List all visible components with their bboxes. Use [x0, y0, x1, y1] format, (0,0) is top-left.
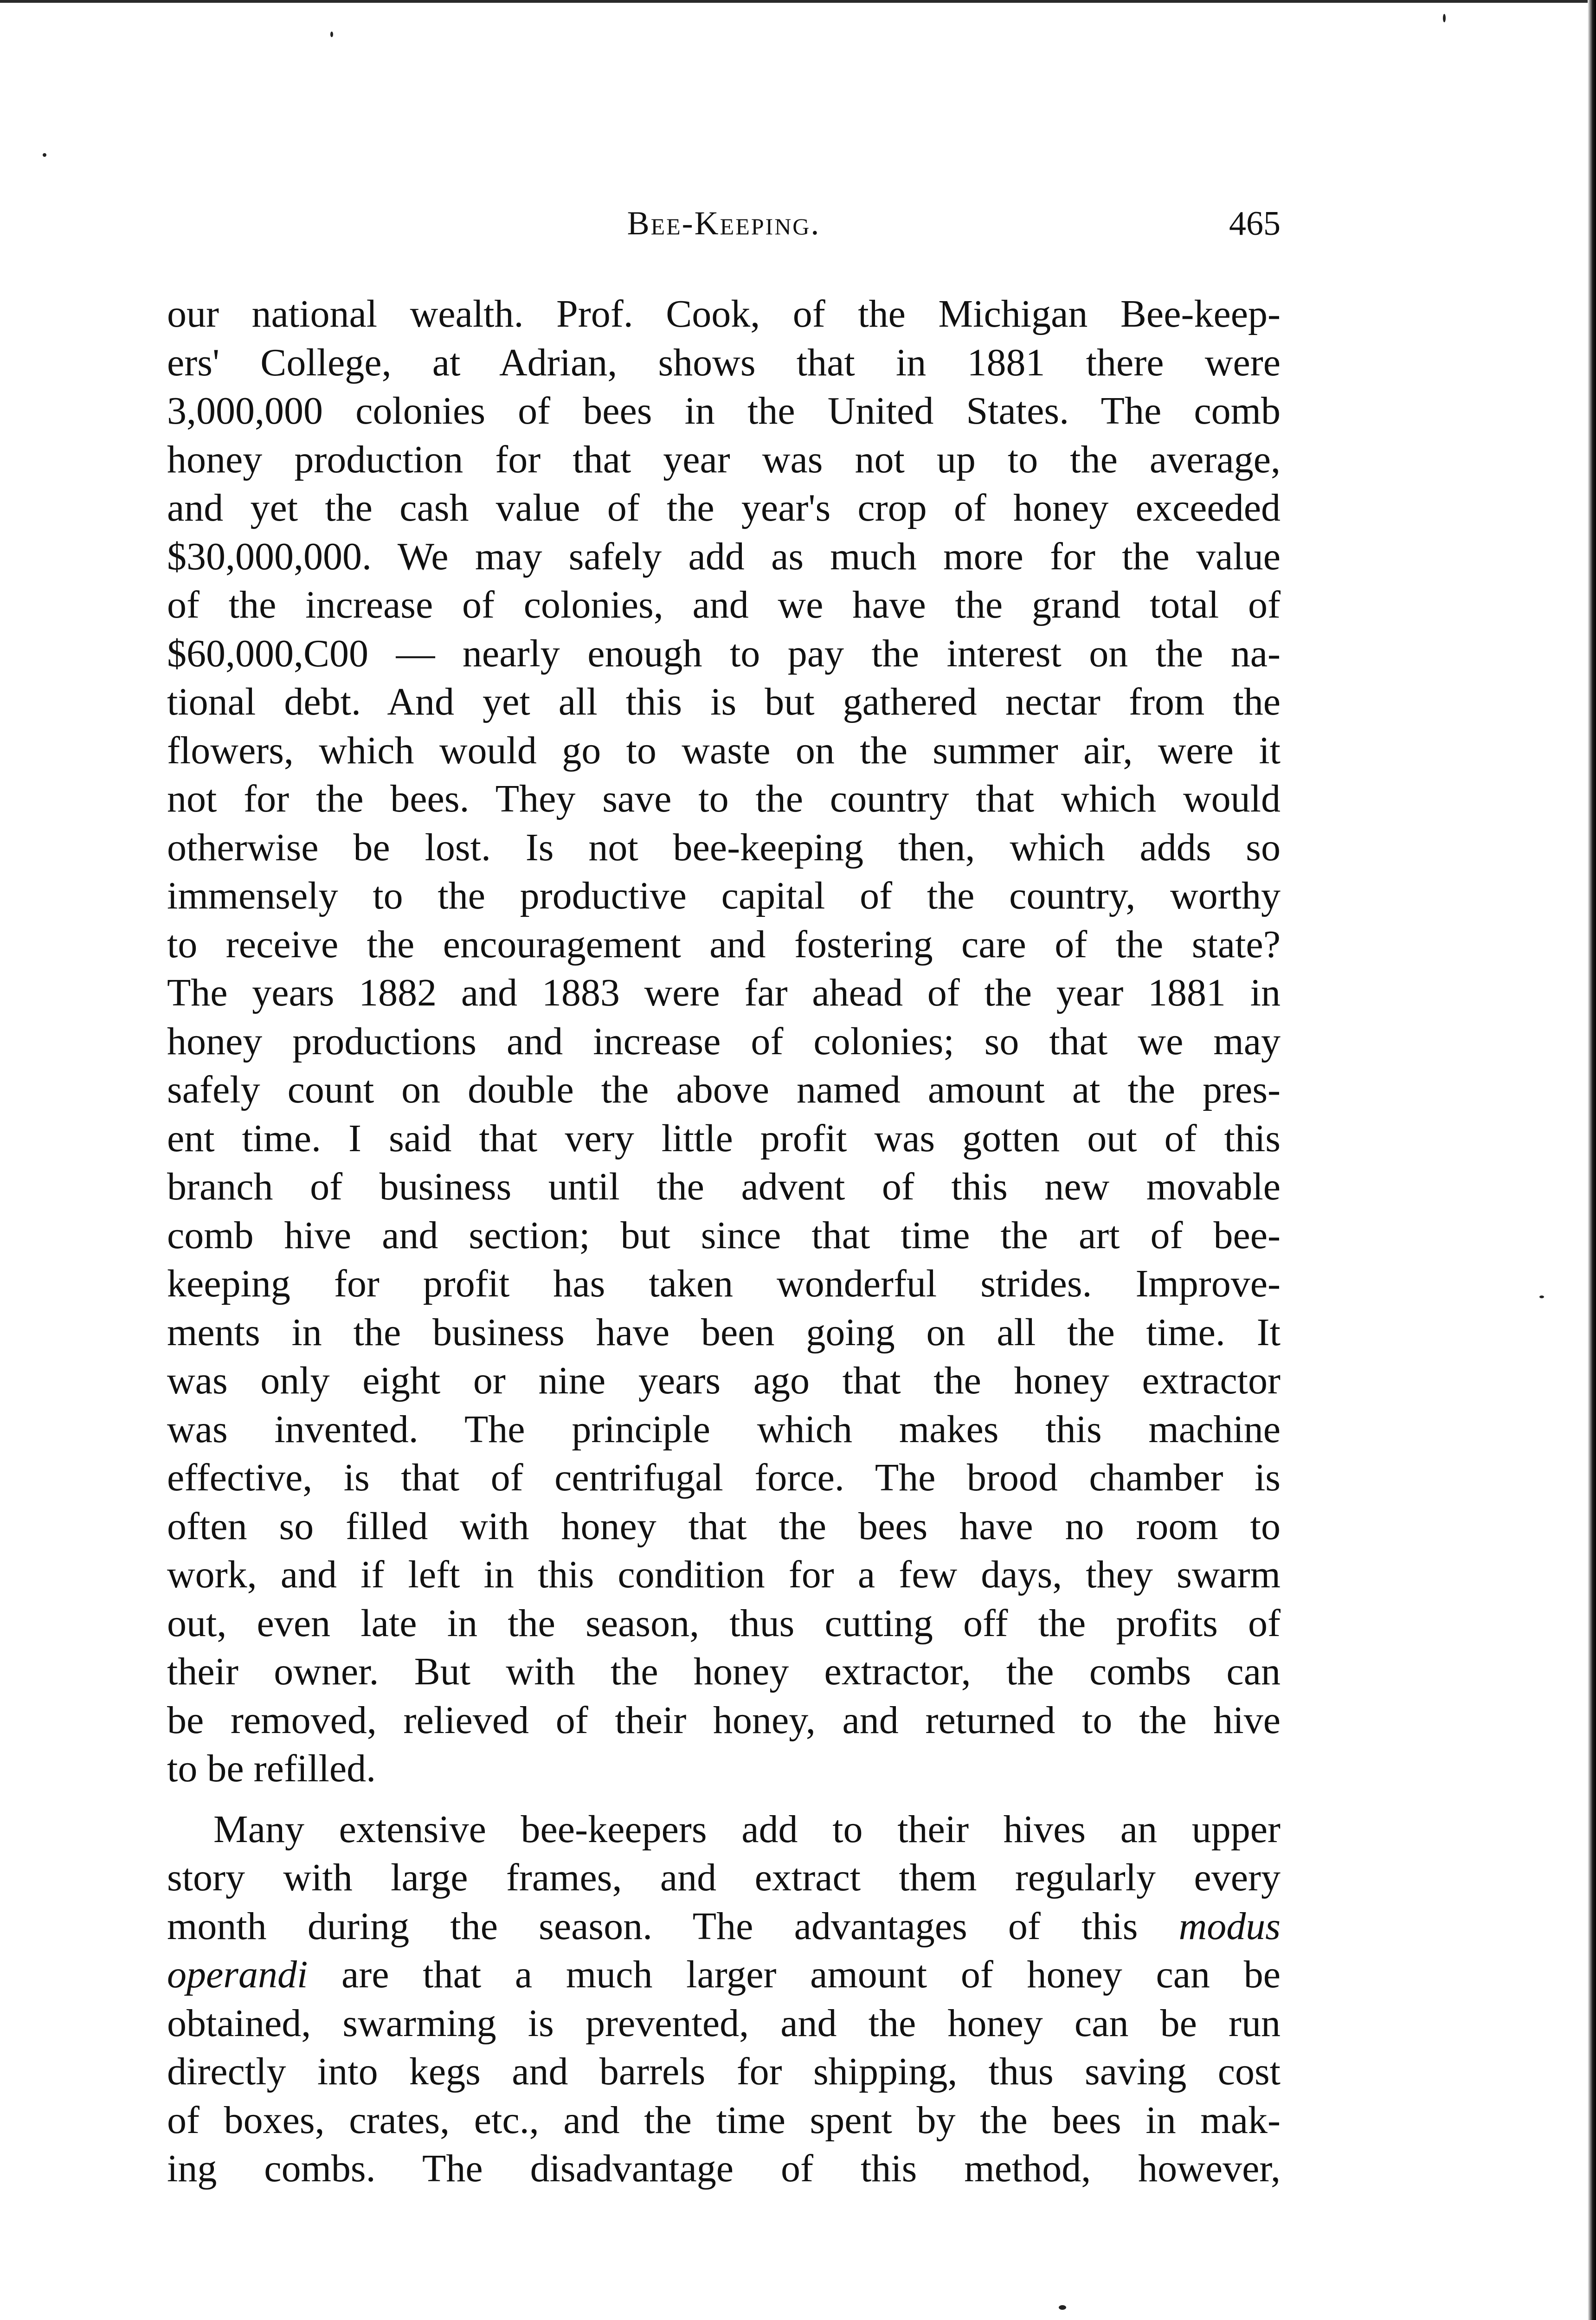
- running-head: Bee-Keeping.: [627, 205, 821, 242]
- text-line: safely count on double the above named amount at the pres-: [167, 1068, 1281, 1111]
- text-line: keeping for profit has taken wonderful strides. Improve-: [167, 1262, 1281, 1305]
- text-line: branch of business until the advent of this new movable: [167, 1165, 1281, 1208]
- text-line: [167, 1902, 1281, 1951]
- text-line: of the increase of colonies, and we have the grand total of: [167, 583, 1281, 626]
- page-header: [167, 204, 1281, 255]
- text-line: ers' College, at Adrian, shows that in 1881 there were: [167, 341, 1281, 384]
- text-line: not for the bees. They save to the country that which would: [167, 777, 1281, 820]
- text-line: ent time. I said that very little profit was gotten out of this: [167, 1116, 1281, 1160]
- paragraph-gap: [167, 1793, 1281, 1805]
- text-line: 3,000,000 colonies of bees in the United States. The comb: [167, 389, 1281, 432]
- text-line: comb hive and section; but since that time the art of bee-: [167, 1213, 1281, 1257]
- text-line: story with large frames, and extract them regularly every: [167, 1856, 1281, 1899]
- text-line: ing combs. The disadvantage of this method, however,: [167, 2147, 1281, 2190]
- text-line: to be refilled.: [167, 1747, 376, 1790]
- text-line: [167, 1951, 1281, 1999]
- paragraph-1: [167, 290, 1281, 1793]
- text-line: Many extensive bee-keepers add to their hives an upper: [213, 1807, 1281, 1851]
- text-line: obtained, swarming is prevented, and the honey can be run: [167, 2001, 1281, 2045]
- text-line: out, even late in the season, thus cutting off the profits of: [167, 1601, 1281, 1645]
- italic-term: modus: [1178, 1904, 1281, 1948]
- text-line: of boxes, crates, etc., and the time spent by the bees in mak-: [167, 2098, 1281, 2142]
- text-line: be removed, relieved of their honey, and returned to the hive: [167, 1698, 1281, 1742]
- text-line: flowers, which would go to waste on the summer air, were it: [167, 728, 1281, 772]
- text-line: tional debt. And yet all this is but gathered nectar from the: [167, 680, 1281, 723]
- page-number: 465: [1229, 205, 1281, 243]
- text-line: honey productions and increase of colonies; so that we may: [167, 1019, 1281, 1063]
- text-line: often so filled with honey that the bees have no room to: [167, 1504, 1281, 1548]
- text-line: ments in the business have been going on all the time. It: [167, 1310, 1281, 1354]
- text-line: The years 1882 and 1883 were far ahead of the year 1881 in: [167, 971, 1281, 1014]
- text-line: $60,000,C00 — nearly enough to pay the interest on the na-: [167, 632, 1281, 675]
- text-line: our national wealth. Prof. Cook, of the Michigan Bee-keep-: [167, 292, 1281, 335]
- paragraph-2: [167, 1805, 1281, 2193]
- text-line: otherwise be lost. Is not bee-keeping then, which adds so: [167, 825, 1281, 869]
- scan-edge-right: [1588, 0, 1596, 2320]
- text-line: directly into kegs and barrels for shipping, thus saving cost: [167, 2050, 1281, 2093]
- text-line: effective, is that of centrifugal force. The brood chamber is: [167, 1456, 1281, 1499]
- scan-speck: [1539, 1295, 1544, 1298]
- text-line: $30,000,000. We may safely add as much more for the value: [167, 535, 1281, 578]
- scan-speck: [43, 153, 46, 157]
- scan-speck: [330, 32, 333, 37]
- text-line: immensely to the productive capital of the country, worthy: [167, 874, 1281, 917]
- scan-speck: [1059, 2305, 1066, 2310]
- text-run: month during the season. The advantages of this: [167, 1904, 1179, 1948]
- italic-term: operandi: [167, 1953, 308, 1996]
- text-line: their owner. But with the honey extractor, the combs can: [167, 1650, 1281, 1693]
- scan-edge-top: [0, 0, 1596, 3]
- text-line: work, and if left in this condition for a few days, they swarm: [167, 1553, 1281, 1596]
- text-line: to receive the encouragement and fostering care of the state?: [167, 922, 1281, 966]
- text-line: was invented. The principle which makes this machine: [167, 1407, 1281, 1451]
- scan-speck: [1443, 14, 1446, 22]
- text-line: and yet the cash value of the year's crop of honey exceeded: [167, 486, 1281, 529]
- text-line: honey production for that year was not up to the average,: [167, 438, 1281, 481]
- text-line: was only eight or nine years ago that the honey extractor: [167, 1359, 1281, 1402]
- body-text: [167, 290, 1281, 2193]
- text-run: are that a much larger amount of honey can be: [308, 1953, 1281, 1996]
